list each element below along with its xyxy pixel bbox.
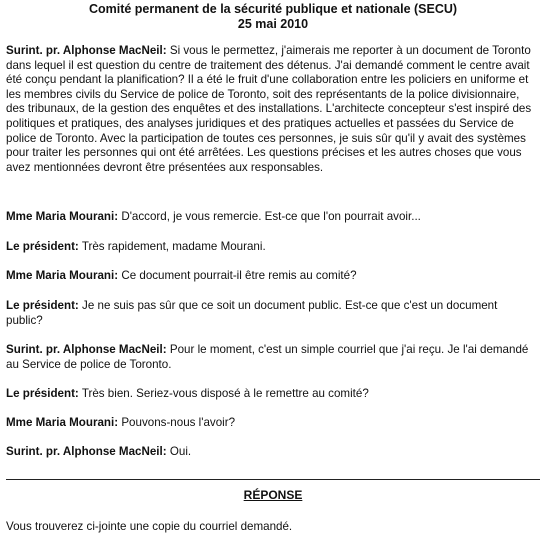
speech-text: D'accord, je vous remercie. Est-ce que l'on pourrait avoir... xyxy=(121,210,421,223)
speaker-name: Mme Maria Mourani: xyxy=(6,210,119,223)
transcript-entry xyxy=(6,269,536,284)
transcript-entry xyxy=(6,299,536,328)
transcript-entry xyxy=(6,416,536,431)
speech-text: Pouvons-nous l'avoir? xyxy=(121,416,236,429)
transcript-entry xyxy=(6,387,536,402)
speaker-name: Mme Maria Mourani: xyxy=(6,269,119,282)
transcript-entry xyxy=(6,343,536,372)
speaker-name: Surint. pr. Alphonse MacNeil: xyxy=(6,445,167,458)
speech-text: Très rapidement, madame Mourani. xyxy=(81,240,266,253)
speaker-name: Surint. pr. Alphonse MacNeil: xyxy=(6,343,167,356)
speech-text: Pour le moment, c'est un simple courriel que j'ai reçu. Je l'ai demandé au Service de police de Toronto. xyxy=(6,343,529,371)
speech-text: Si vous le permettez, j'aimerais me reporter à un document de Toronto dans lequel il est question du centre de traitement des détenus. J'ai demandé comment le centre avait été conçu pendant la planification? Il a été le fruit d'une collaboration entre les policiers en uniforme et les membres civils du Service de police de Toronto, soit des représentants de la police divisionnaire, des tribunaux, de la gestion des enquêtes et des installations. L'architecte concepteur s'est inspiré des politiques et pratiques, des analyses juridiques et des pratiques actuelles et passées du Service de police de Toronto. Avec la participation de toutes ces personnes, je suis sûr qu'il y avait des systèmes pour traiter les personnes qui ont été arrêtées. Les questions précises et les autres choses que vous avez mentionnées devront être présentées aux responsables. xyxy=(6,44,532,174)
speech-text: Oui. xyxy=(169,445,192,458)
speech-text: Ce document pourrait-il être remis au comité? xyxy=(121,269,357,282)
speech-text: Très bien. Seriez-vous disposé à le remettre au comité? xyxy=(81,387,369,400)
speaker-name: Le président: xyxy=(6,387,79,400)
meeting-date: 25 mai 2010 xyxy=(237,17,309,31)
speaker-name: Mme Maria Mourani: xyxy=(6,416,119,429)
response-heading-text: RÉPONSE xyxy=(243,488,303,502)
transcript-entry xyxy=(6,210,536,225)
document-header xyxy=(0,2,546,32)
section-divider xyxy=(6,479,540,480)
response-text: Vous trouverez ci-jointe une copie du courriel demandé. xyxy=(6,520,293,533)
transcript-entry xyxy=(6,44,536,175)
speaker-name: Le président: xyxy=(6,299,79,312)
speech-text: Je ne suis pas sûr que ce soit un document public. Est-ce que c'est un document public? xyxy=(6,299,498,327)
speaker-name: Surint. pr. Alphonse MacNeil: xyxy=(6,44,167,57)
response-heading xyxy=(0,488,546,503)
committee-title: Comité permanent de la sécurité publique et nationale (SECU) xyxy=(88,2,458,16)
transcript-entry xyxy=(6,240,536,255)
transcript-entry xyxy=(6,445,536,460)
speaker-name: Le président: xyxy=(6,240,79,253)
